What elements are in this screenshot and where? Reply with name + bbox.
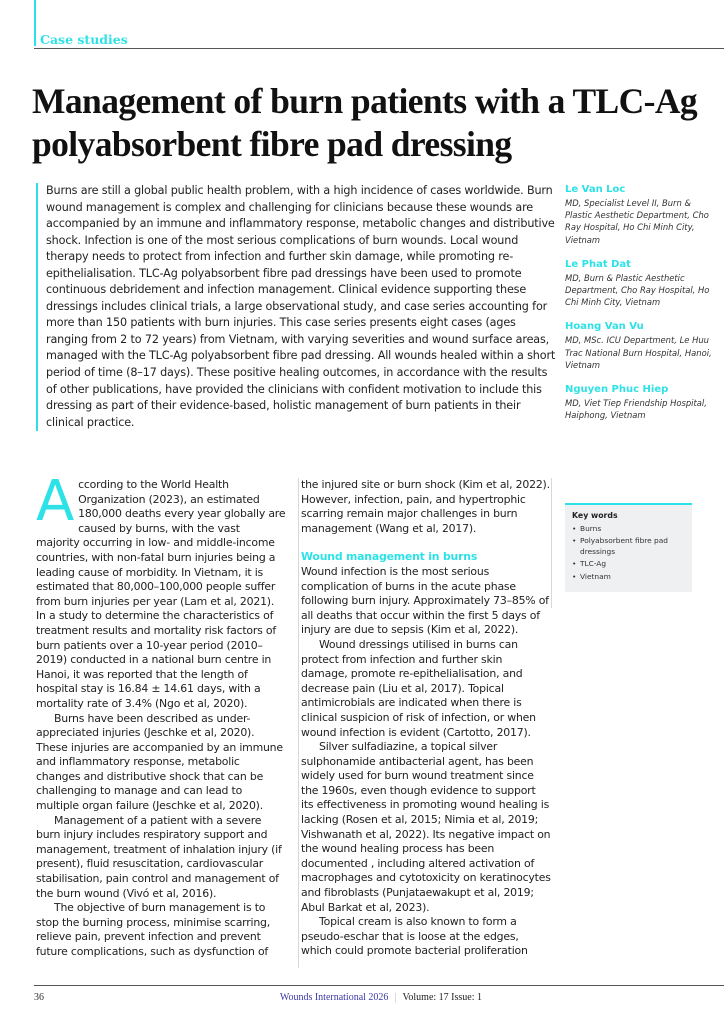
body-paragraph: Management of a patient with a severe burn injury includes respiratory support and management, treatment of inhalation injury (if present), fluid resuscitation, cardiovascular stabilisation, pain control and management of the burn wound (Vivó et al, 2016). bbox=[36, 813, 282, 900]
keywords-title: Key words bbox=[572, 511, 618, 520]
issue-info: Volume: 17 Issue: 1 bbox=[402, 992, 482, 1003]
footer-rule bbox=[34, 985, 724, 986]
section-label: Case studies bbox=[40, 32, 128, 47]
body-paragraph: the injured site or burn shock (Kim et al, 2022). However, infection, pain, and hypertrophic scarring remain major challenges in burn management (Wang et al, 2017). bbox=[301, 478, 550, 535]
body-paragraph: Wound dressings utilised in burns can protect from infection and further skin damage, promote re-epithelialisation, and decrease pain (Liu et al, 2017). Topical antimicrobials are indicated when there is clinical suspicion of risk of infection, or when wound infection is evident (Cartotto, 2017). bbox=[301, 637, 536, 739]
keyword-item: • TLC-Ag bbox=[572, 559, 686, 570]
body-paragraph: Wound infection is the most serious complication of burns in the acute phase following burn injury. Approximately 73–85% of all deaths that occur within the first 5 days of injury are due to sepsis (Kim et al, 2022). bbox=[301, 564, 549, 637]
author-name: Nguyen Phuc Hiep bbox=[565, 384, 669, 396]
author-list bbox=[565, 183, 715, 433]
keyword-item: • Polyabsorbent fibre pad dressings bbox=[572, 536, 686, 557]
author-entry bbox=[565, 183, 715, 246]
author-name: Le Van Loc bbox=[565, 184, 626, 195]
body-paragraph: The objective of burn management is to stop the burning process, minimise scarring, relieve pain, prevent infection and prevent future complications, such as dysfunction of bbox=[36, 901, 271, 958]
sidebar-divider bbox=[551, 478, 552, 608]
author-entry bbox=[565, 258, 715, 309]
page-number: 36 bbox=[34, 992, 44, 1003]
section-subheading: Wound management in burns bbox=[301, 550, 478, 564]
keywords-box bbox=[565, 503, 692, 592]
author-affiliation: MD, Specialist Level II, Burn & Plastic Aesthetic Department, Cho Ray Hospital, Ho Chi Minh City, Vietnam bbox=[565, 198, 709, 245]
footer-separator: | bbox=[394, 992, 397, 1003]
body-paragraph bbox=[36, 469, 286, 712]
body-paragraph: Silver sulfadiazine, a topical silver sulphonamide antibacterial agent, has been widely used for burn wound treatment since the 1960s, even though evidence to support its effectiveness in promoting wound healing is lacking (Rosen et al, 2015; Nimia et al, 2019; Vishwanath et al, 2022). Its negative impact on the wound healing process has been documented , including altered activation of macrophages and cytotoxicity on keratinocytes and fibroblasts (Punjataewakupt et al, 2019; Abul Barkat et al, 2023). bbox=[301, 740, 551, 914]
body-column-2 bbox=[298, 478, 551, 968]
author-entry bbox=[565, 383, 715, 421]
author-name: Le Phat Dat bbox=[565, 258, 631, 270]
author-entry bbox=[565, 320, 715, 371]
abstract: Burns are still a global public health problem, with a high incidence of cases worldwide. Burn wound management is complex and challenging for clinicians because these wounds are accompanied by an immune and inflammatory response, metabolic changes and distributive shock. Infection is one of the most serious complications of burn wounds. Local wound therapy needs to protect from infection and further skin damage, while promoting re-epithelialisation. TLC-Ag polyabsorbent fibre pad dressings have been used to promote continuous debridement and infection management. Clinical evidence supporting these dressings includes clinical trials, a large observational study, and case series accounting for more than 150 patients with burn injuries. This case series presents eight cases (ages ranging from 2 to 72 years) from Vietnam, with varying severities and wound surface areas, managed with the TLC-Ag polyabsorbent fibre pad dressing. All wounds healed within a short period of time (8–17 days). These positive healing outcomes, in accordance with the results of other publications, have provided the clinicians with confident motivation to include this dressing as part of their evidence-based, holistic management of burn patients in their clinical practice. bbox=[36, 183, 558, 431]
body-column-1 bbox=[36, 469, 286, 960]
keyword-item: • Vietnam bbox=[572, 572, 686, 583]
article-title: Management of burn patients with a TLC-Ag polyabsorbent fibre pad dressing bbox=[32, 81, 698, 164]
author-affiliation: MD, Burn & Plastic Aesthetic Department, Cho Ray Hospital, Ho Chi Minh City, Vietnam bbox=[565, 272, 710, 308]
author-name: Hoang Van Vu bbox=[565, 321, 644, 333]
author-affiliation: MD, MSc. ICU Department, Le Huu Trac National Burn Hospital, Hanoi, Vietnam bbox=[565, 335, 712, 370]
drop-cap: A bbox=[36, 469, 75, 534]
paragraph-text: ccording to the World Health Organization (2023), an estimated 180,000 deaths every year globally are caused by burns, with the vast majority occurring in low- and middle-income countries, with non-fatal burn injuries being a leading cause of morbidity. In Vietnam, it is estimated that 80,000–100,000 people suffer from burn injuries per year (Lam et al, 2021). In a study to determine the characteristics of treatment results and mortality risk factors of burn patients over a 10-year period (2010–2019) conducted in a national burn centre in Hanoi, it was reported that the length of hospital stay is 16.84 ± 14.61 days, with a mortality rate of 3.4% (Ngo et al, 2020). bbox=[36, 478, 286, 710]
footer-citation bbox=[280, 992, 482, 1003]
keyword-item: • Burns bbox=[572, 524, 686, 535]
journal-name: Wounds International 2026 bbox=[279, 992, 389, 1003]
section-accent-bar bbox=[34, 0, 36, 46]
body-paragraph: Topical cream is also known to form a pseudo-eschar that is loose at the edges, which could promote bacterial proliferation bbox=[301, 915, 528, 958]
body-paragraph: Burns have been described as under-appreciated injuries (Jeschke et al, 2020). These injuries are accompanied by an immune and inflammatory response, metabolic changes and distributive shock that can be challenging to manage and can lead to multiple organ failure (Jeschke et al, 2020). bbox=[36, 711, 283, 813]
keywords-list bbox=[572, 524, 686, 583]
author-affiliation: MD, Viet Tiep Friendship Hospital, Haiphong, Vietnam bbox=[565, 398, 707, 421]
header-rule bbox=[34, 48, 724, 49]
